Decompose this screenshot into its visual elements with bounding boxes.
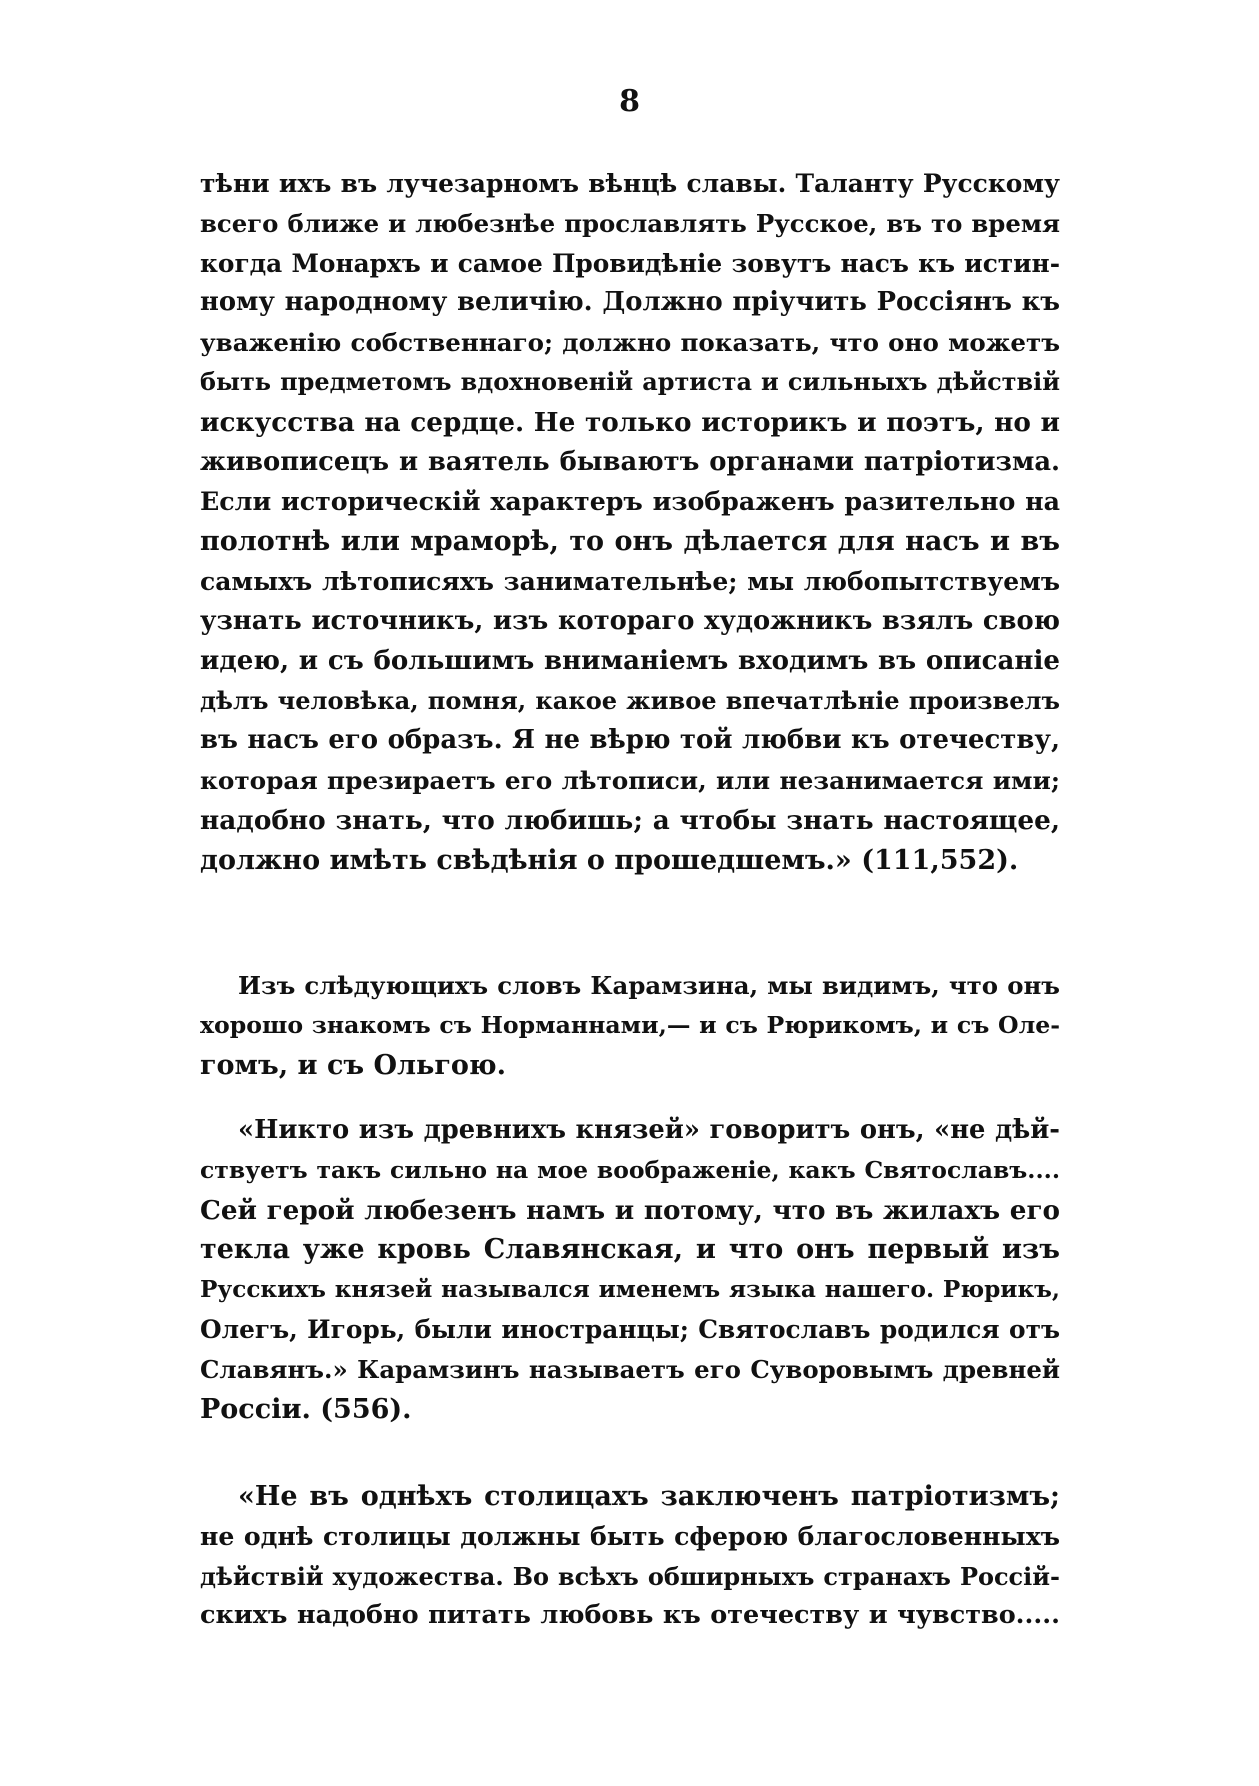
text-line: ному народному величію. Должно пріучить Россіянъ къ <box>200 287 1060 318</box>
text-line: когда Монархъ и самое Провидѣніе зовутъ насъ къ истин- <box>200 248 1060 278</box>
text-line: уваженію собственнаго; должно показать, что оно можетъ <box>200 328 1060 358</box>
text-line: идею, и съ большимъ вниманіемъ входимъ въ описаніе <box>200 645 1060 676</box>
text-line: самыхъ лѣтописяхъ занимательнѣе; мы любопытствуемъ <box>200 566 1060 596</box>
text-line: Если историческій характеръ изображенъ разительно на <box>200 486 1060 517</box>
text-line: быть предметомъ вдохновеній артиста и сильныхъ дѣйствій <box>200 367 1060 396</box>
text-line: скихъ надобно питать любовь къ отечеству и чувство..... <box>200 1600 1060 1631</box>
text-line: искусства на сердце. Не только историкъ и поэтъ, но и <box>200 406 1060 438</box>
text-line: не однѣ столицы должны быть сферою благословенныхъ <box>200 1520 1060 1551</box>
text-line: полотнѣ или мраморѣ, то онъ дѣлается для насъ и въ <box>200 526 1060 558</box>
paragraph <box>200 966 1060 1085</box>
text-line: живописецъ и ваятель бываютъ органами патріотизма. <box>200 446 1060 477</box>
text-line: ствуетъ такъ сильно на мое воображеніе, какъ Святославъ.... <box>200 1155 1060 1184</box>
text-line: въ насъ его образъ. Я не вѣрю той любви къ отечеству, <box>200 725 1060 756</box>
text-line: которая презираетъ его лѣтописи, или незанимается ими; <box>200 765 1060 795</box>
text-line: текла уже кровь Славянская, и что онъ первый изъ <box>200 1234 1060 1266</box>
text-line: Сей герой любезенъ намъ и потому, что въ жилахъ его <box>200 1194 1060 1226</box>
text-line: всего ближе и любезнѣе прославлять Русское, въ то время <box>200 208 1060 238</box>
page-number: 8 <box>619 84 640 119</box>
paragraph <box>200 1111 1060 1429</box>
text-line: дѣлъ человѣка, помня, какое живое впечатлѣніе произвелъ <box>200 686 1060 716</box>
paragraph <box>200 164 1060 880</box>
text-line: надобно знать, что любишь; а чтобы знать настоящее, <box>200 804 1060 836</box>
text-line: гомъ, и съ Ольгою. <box>200 1049 507 1081</box>
text-line: Олегъ, Игорь, были иностранцы; Святославъ родился отъ <box>200 1314 1060 1344</box>
paragraph <box>200 1477 1060 1636</box>
text-line: «Никто изъ древнихъ князей» говоритъ онъ, «не дѣй- <box>238 1115 1060 1145</box>
text-line: Россіи. (556). <box>200 1393 412 1425</box>
text-line: Изъ слѣдующихъ словъ Карамзина, мы видимъ, что онъ <box>238 971 1060 1000</box>
text-line: Русскихъ князей назывался именемъ языка нашего. Рюрикъ, <box>200 1276 1060 1304</box>
text-line: должно имѣть свѣдѣнія о прошедшемъ.» (111,552). <box>200 844 1019 876</box>
text-line: Славянъ.» Карамзинъ называетъ его Суворовымъ древней <box>200 1354 1060 1384</box>
text-line: хорошо знакомъ съ Норманнами,— и съ Рюрикомъ, и съ Оле- <box>200 1010 1060 1039</box>
text-line: тѣни ихъ въ лучезарномъ вѣнцѣ славы. Таланту Русскому <box>200 169 1060 198</box>
text-line: «Не въ однѣхъ столицахъ заключенъ патріотизмъ; <box>238 1481 1060 1512</box>
text-line: дѣйствій художества. Во всѣхъ обширныхъ странахъ Россій- <box>200 1561 1060 1591</box>
text-line: узнать источникъ, изъ котораго художникъ взялъ свою <box>200 605 1060 636</box>
